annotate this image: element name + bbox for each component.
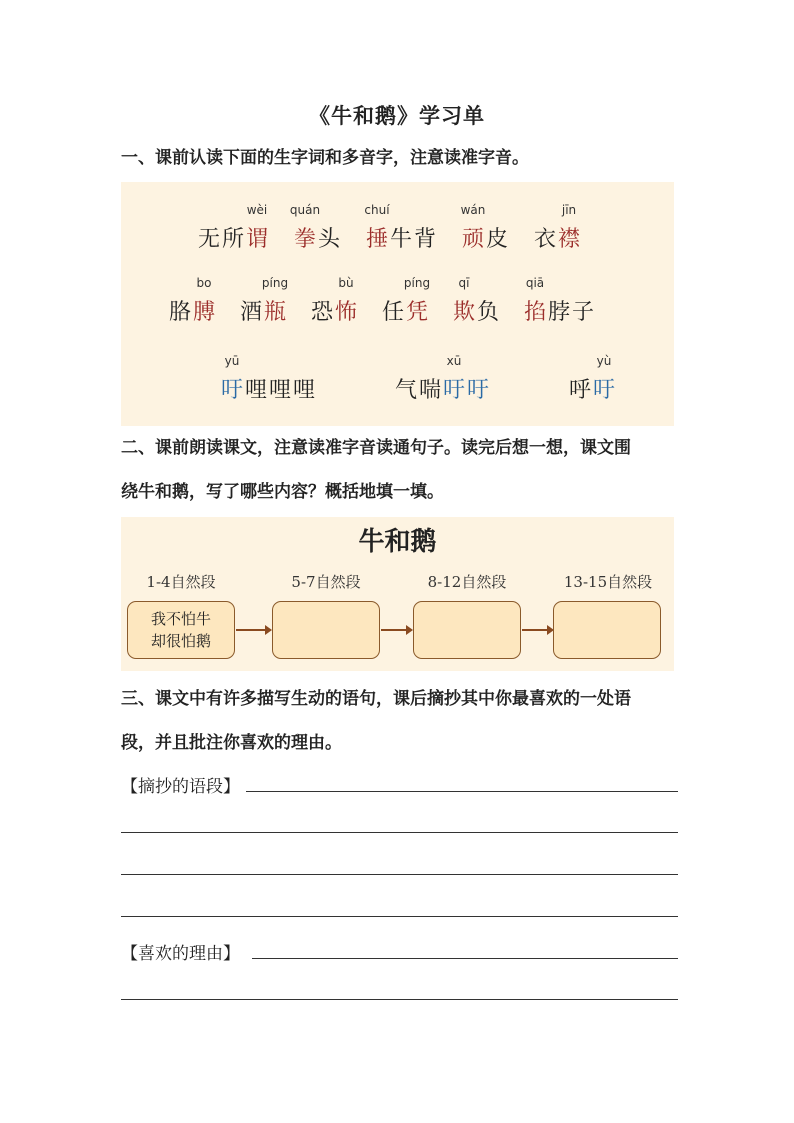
vocab-char: 胳 (168, 300, 191, 325)
vocab-char: 拳 quán (293, 227, 317, 253)
excerpt-label: 【摘抄的语段】 (121, 777, 240, 797)
question-1: 一、课前认读下面的生字词和多音字，注意读准字音。 (121, 148, 529, 168)
vocab-char: 捶 chuí (365, 227, 389, 253)
vocab-char: 襟 jīn (557, 227, 581, 253)
pinyin: jīn (561, 203, 577, 217)
vocab-word (310, 276, 358, 326)
vocab-char: 呼 (568, 378, 591, 403)
vocab-char: 膊 bo (192, 300, 216, 326)
vocab-word (197, 203, 269, 253)
pinyin: píng (403, 276, 431, 290)
vocab-char: 脖 (547, 300, 570, 325)
vocab-word (523, 276, 595, 326)
vocab-char: 衣 (533, 227, 556, 252)
pinyin: wèi (246, 203, 268, 217)
vocab-row-3 (121, 354, 773, 404)
pinyin: qī (458, 276, 470, 290)
pinyin: yū (224, 354, 240, 368)
flow-title: 牛和鹅 (358, 527, 437, 557)
vocab-char: 瓶 píng (263, 300, 287, 326)
arrow-1 (236, 629, 270, 631)
vocab-char: 凭 píng (405, 300, 429, 326)
segment-label-3: 8-12自然段 (427, 573, 507, 591)
flow-panel (121, 517, 674, 671)
vocab-char: 怖 bù (334, 300, 358, 326)
vocab-char: 子 (571, 300, 594, 325)
reason-line-1[interactable] (252, 958, 678, 959)
vocab-row-2 (121, 276, 721, 326)
question-2-line-1: 二、课前朗读课文，注意读准字音读通句子。读完后想一想，课文围 (121, 438, 631, 458)
vocab-word (381, 276, 431, 326)
pinyin: quán (289, 203, 321, 217)
reason-line-2[interactable] (121, 999, 678, 1000)
summary-box-3[interactable] (413, 601, 521, 659)
vocab-char: 哩 (268, 378, 291, 403)
pinyin: wán (460, 203, 486, 217)
summary-box-2[interactable] (272, 601, 380, 659)
summary-box-1-line-2: 却很怕鹅 (150, 632, 211, 650)
vocab-char: 无 (197, 227, 220, 252)
vocab-char: 牛 (389, 227, 412, 252)
vocab-char: 头 (317, 227, 340, 252)
vocab-char: 皮 (485, 227, 508, 252)
vocab-char: 哩 (292, 378, 315, 403)
vocab-char: 吁 (466, 378, 489, 403)
vocab-char: 酒 (239, 300, 262, 325)
vocab-char: 恐 (310, 300, 333, 325)
summary-box-1-line-1: 我不怕牛 (150, 610, 211, 628)
page-title: 《牛和鹅》学习单 (309, 103, 485, 128)
vocab-row-1 (121, 203, 750, 253)
excerpt-line-4[interactable] (121, 916, 678, 917)
segment-label-2: 5-7自然段 (291, 573, 361, 591)
vocab-char: 哩 (244, 378, 267, 403)
pinyin: chuí (364, 203, 390, 217)
vocab-char: 欺 qī (452, 300, 476, 326)
segment-label-4: 13-15自然段 (563, 573, 653, 591)
pinyin: bo (196, 276, 212, 290)
vocab-char: 所 (221, 227, 244, 252)
vocab-char: 顽 wán (461, 227, 485, 253)
vocab-char: 任 (381, 300, 404, 325)
pinyin: qiā (525, 276, 545, 290)
question-3-line-2: 段，并且批注你喜欢的理由。 (121, 733, 342, 753)
vocab-word (289, 203, 341, 253)
pinyin: xū (446, 354, 462, 368)
vocab-word (568, 354, 616, 404)
vocab-char: 掐 qiā (523, 300, 547, 326)
vocab-char: 负 (476, 300, 499, 325)
vocab-char: 吁 xū (442, 378, 466, 404)
reason-label: 【喜欢的理由】 (121, 944, 240, 964)
vocab-word (533, 203, 581, 253)
vocab-word (460, 203, 509, 253)
vocab-word (239, 276, 289, 326)
vocab-word (394, 354, 490, 404)
arrow-2 (381, 629, 411, 631)
vocab-word (364, 203, 437, 253)
pinyin: bù (338, 276, 354, 290)
vocab-char: 气 (394, 378, 417, 403)
excerpt-line-1[interactable] (246, 791, 678, 792)
vocab-char: 吁 yū (220, 378, 244, 404)
question-3-line-1: 三、课文中有许多描写生动的语句，课后摘抄其中你最喜欢的一处语 (121, 689, 631, 709)
arrow-3 (522, 629, 552, 631)
vocab-char: 吁 yù (592, 378, 616, 404)
pinyin: píng (261, 276, 289, 290)
segment-label-1: 1-4自然段 (146, 573, 216, 591)
summary-box-4[interactable] (553, 601, 661, 659)
vocab-char: 谓 wèi (245, 227, 269, 253)
excerpt-line-2[interactable] (121, 832, 678, 833)
vocab-char: 背 (413, 227, 436, 252)
vocab-word (452, 276, 500, 326)
summary-box-1 (127, 601, 235, 659)
vocab-word (168, 276, 216, 326)
vocab-char: 喘 (418, 378, 441, 403)
question-2-line-2: 绕牛和鹅，写了哪些内容？概括地填一填。 (121, 482, 444, 502)
excerpt-line-3[interactable] (121, 874, 678, 875)
vocab-panel (121, 182, 674, 426)
pinyin: yù (596, 354, 612, 368)
vocab-word (220, 354, 316, 404)
